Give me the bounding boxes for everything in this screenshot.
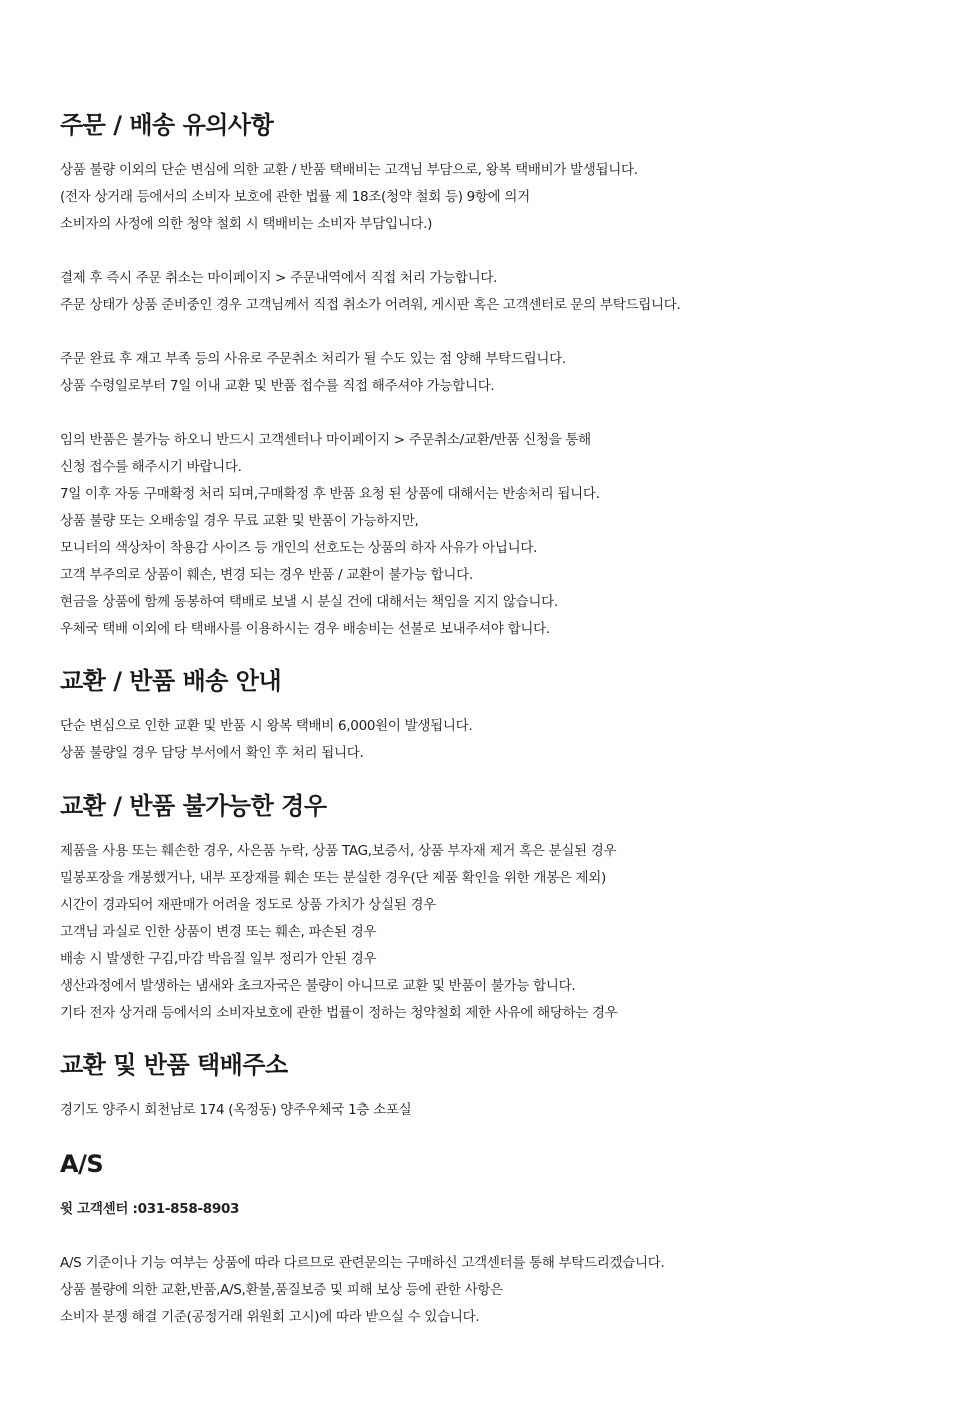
notice-line: 소비자 분쟁 해결 기준(공정거래 위원회 고시)에 따라 받으실 수 있습니다. xyxy=(60,1309,480,1325)
notice-line: 배송 시 발생한 구김,마감 박음질 일부 정리가 안된 경우 xyxy=(60,951,377,967)
return-address: 경기도 양주시 회천남로 174 (옥정동) 양주우체국 1층 소포실 xyxy=(60,1102,412,1118)
return-address-section xyxy=(60,1048,920,1124)
notice-line: 상품 불량 이외의 단순 변심에 의한 교환 / 반품 택배비는 고객님 부담으로, 왕복 택배비가 발생됩니다. xyxy=(60,162,638,178)
section-title: 교환 / 반품 불가능한 경우 xyxy=(60,792,327,820)
notice-line: 단순 변심으로 인한 교환 및 반품 시 왕복 택배비 6,000원이 발생됩니다. xyxy=(60,718,473,734)
after-service-section xyxy=(60,1147,920,1331)
notice-line: 밀봉포장을 개봉했거나, 내부 포장재를 훼손 또는 분실한 경우(단 제품 확인을 위한 개봉은 제외) xyxy=(60,870,606,886)
section-title: A/S xyxy=(60,1150,104,1178)
notice-line: 고객 부주의로 상품이 훼손, 변경 되는 경우 반품 / 교환이 불가능 합니다. xyxy=(60,567,473,583)
notice-line: (전자 상거래 등에서의 소비자 보호에 관한 법률 제 18조(청약 철회 등) 9항에 의거 xyxy=(60,189,530,205)
notice-line: 소비자의 사정에 의한 청약 철회 시 택배비는 소비자 부담입니다.) xyxy=(60,216,433,232)
notice-line: A/S 기준이나 기능 여부는 상품에 따라 다르므로 관련문의는 구매하신 고객센터를 통해 부탁드리겠습니다. xyxy=(60,1255,665,1271)
section-title: 주문 / 배송 유의사항 xyxy=(60,111,274,139)
notice-line: 상품 불량일 경우 담당 부서에서 확인 후 처리 됩니다. xyxy=(60,745,364,761)
order-shipping-notice-section xyxy=(60,108,920,643)
section-title: 교환 / 반품 배송 안내 xyxy=(60,667,282,695)
notice-line: 생산과정에서 발생하는 냄새와 초크자국은 불량이 아니므로 교환 및 반품이 불가능 합니다. xyxy=(60,978,576,994)
notice-line: 현금을 상품에 함께 동봉하여 택배로 보낼 시 분실 건에 대해서는 책임을 지지 않습니다. xyxy=(60,594,558,610)
notice-line: 결제 후 즉시 주문 취소는 마이페이지 > 주문내역에서 직접 처리 가능합니다. xyxy=(60,270,498,286)
notice-line: 기타 전자 상거래 등에서의 소비자보호에 관한 법률이 정하는 청약철회 제한 사유에 해당하는 경우 xyxy=(60,1005,618,1021)
notice-line: 상품 수령일로부터 7일 이내 교환 및 반품 접수를 직접 해주셔야 가능합니다. xyxy=(60,378,495,394)
notice-line: 우체국 택배 이외에 타 택배사를 이용하시는 경우 배송비는 선불로 보내주셔야 합니다. xyxy=(60,621,550,637)
notice-line: 7일 이후 자동 구매확정 처리 되며,구매확정 후 반품 요청 된 상품에 대해서는 반송처리 됩니다. xyxy=(60,486,600,502)
notice-line: 신청 접수를 해주시기 바랍니다. xyxy=(60,459,242,475)
notice-line: 제품을 사용 또는 훼손한 경우, 사은품 누락, 상품 TAG,보증서, 상품 부자재 제거 혹은 분실된 경우 xyxy=(60,843,617,859)
notice-line: 모니터의 색상차이 착용감 사이즈 등 개인의 선호도는 상품의 하자 사유가 아닙니다. xyxy=(60,540,538,556)
notice-line: 임의 반품은 불가능 하오니 반드시 고객센터나 마이페이지 > 주문취소/교환/반품 신청을 통해 xyxy=(60,432,591,448)
non-returnable-cases-section xyxy=(60,789,920,1027)
notice-line: 상품 불량 또는 오배송일 경우 무료 교환 및 반품이 가능하지만, xyxy=(60,513,419,529)
customer-center-contact: 윗 고객센터 :031-858-8903 xyxy=(60,1201,240,1217)
notice-line: 주문 완료 후 재고 부족 등의 사유로 주문취소 처리가 될 수도 있는 점 양해 부탁드립니다. xyxy=(60,351,566,367)
exchange-return-shipping-section xyxy=(60,664,920,767)
notice-line: 주문 상태가 상품 준비중인 경우 고객님께서 직접 취소가 어려워, 게시판 혹은 고객센터로 문의 부탁드립니다. xyxy=(60,297,681,313)
notice-line: 시간이 경과되어 재판매가 어려울 정도로 상품 가치가 상실된 경우 xyxy=(60,897,436,913)
notice-line: 상품 불량에 의한 교환,반품,A/S,환불,품질보증 및 피해 보상 등에 관한 사항은 xyxy=(60,1282,503,1298)
notice-line: 고객님 과실로 인한 상품이 변경 또는 훼손, 파손된 경우 xyxy=(60,924,377,940)
section-title: 교환 및 반품 택배주소 xyxy=(60,1051,288,1079)
